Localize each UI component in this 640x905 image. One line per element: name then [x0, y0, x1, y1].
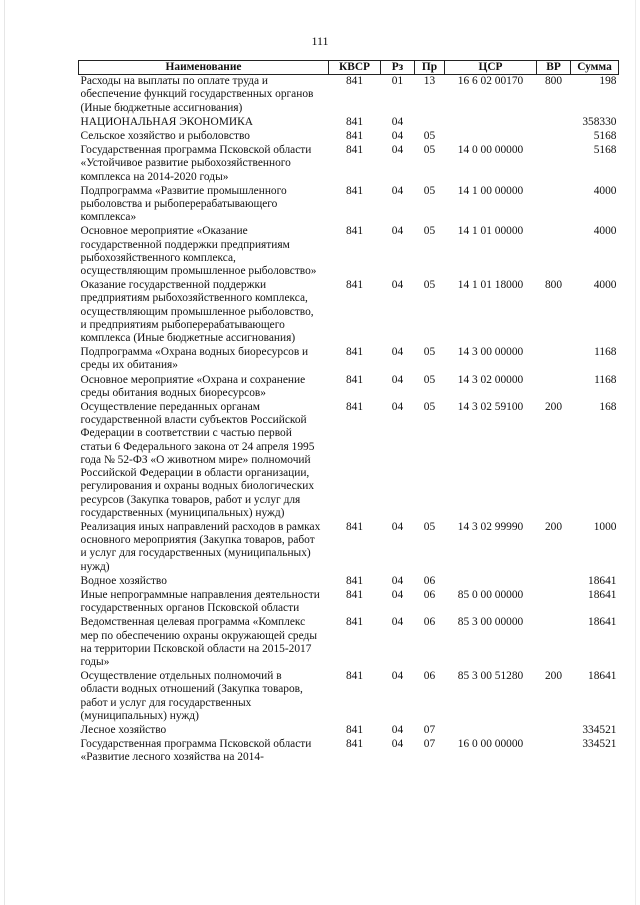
table-row [79, 75, 619, 116]
table-row [79, 144, 619, 185]
cell-sum: 1168 [594, 346, 617, 359]
cell-sum: 1000 [593, 520, 617, 533]
cell-kvsr: 841 [345, 225, 364, 238]
cell-name: Лесное хозяйство [80, 723, 167, 736]
cell-kvsr: 841 [345, 144, 364, 157]
cell-rz: 04 [391, 373, 404, 386]
cell-pr [415, 116, 445, 130]
cell-kvsr: 841 [345, 373, 364, 386]
cell-sum: 4000 [593, 279, 617, 292]
cell-kvsr: 841 [345, 401, 364, 414]
cell-rz: 04 [391, 225, 404, 238]
cell-csr: 14 1 01 18000 [457, 279, 524, 292]
table-row [79, 616, 619, 670]
cell-kvsr: 841 [345, 184, 364, 197]
table-row [79, 401, 619, 521]
cell-rz: 04 [391, 184, 404, 197]
table-row [79, 130, 619, 144]
cell-name: Государственная программа Псковской области «Устойчивое развитие рыбохозяйственного комплекса на 2014-2020 годы» [80, 144, 312, 183]
page-number: 111 [311, 34, 329, 48]
table-row [79, 521, 619, 575]
scan-edge-right [635, 0, 636, 905]
cell-sum: 18641 [588, 574, 617, 587]
cell-kvsr: 841 [345, 588, 364, 601]
table-row [79, 374, 619, 401]
cell-vr [537, 225, 571, 279]
cell-sum: 198 [599, 75, 617, 88]
cell-name: Оказание государственной поддержки предприятиям рыбохозяйственного комплекса, осуществляющим промышленное рыболовство, и предприятиям рыбоперерабатывающего комплекса (Иные бюджетные ассигнования) [80, 279, 314, 345]
cell-name: Осуществление отдельных полномочий в области водных отношений (Закупка товаров, работ и услуг для государственных (муниципальных) нужд) [80, 670, 303, 722]
cell-pr: 05 [423, 225, 436, 238]
cell-sum: 4000 [593, 184, 617, 197]
cell-vr: 200 [544, 670, 563, 683]
cell-sum: 168 [599, 401, 617, 414]
table-row [79, 185, 619, 226]
cell-vr [537, 738, 571, 765]
cell-name: Реализация иных направлений расходов в рамках основного мероприятия (Закупка товаров, работ и услуг для государственных (муниципальных) нужд) [80, 520, 321, 573]
cell-pr: 05 [423, 401, 436, 414]
cell-vr: 800 [544, 279, 563, 292]
budget-table [78, 60, 619, 766]
cell-name: Сельское хозяйство и рыболовство [80, 130, 250, 143]
cell-kvsr: 841 [345, 520, 364, 533]
cell-pr: 07 [423, 723, 436, 736]
cell-vr [537, 589, 571, 616]
cell-vr: 200 [544, 520, 563, 533]
cell-pr: 05 [423, 184, 436, 197]
cell-pr: 06 [423, 574, 436, 587]
cell-rz: 04 [391, 616, 404, 629]
table-row [79, 346, 619, 373]
cell-pr: 05 [423, 130, 436, 143]
cell-rz: 04 [391, 130, 404, 143]
cell-rz: 01 [391, 75, 404, 88]
table-row [79, 670, 619, 724]
cell-pr: 13 [423, 75, 436, 88]
cell-csr: 14 1 01 00000 [457, 225, 524, 238]
cell-name: НАЦИОНАЛЬНАЯ ЭКОНОМИКА [80, 115, 253, 128]
cell-name: Осуществление переданных органам государственной власти субъектов Российской Федерации в соответствии с частью первой статьи 6 Федерального закона от 24 апреля 1995 года № 52-ФЗ «О животном мире» полномочий Российской Федерации в области организации, регулирования и охраны водных биологических ресурсов (Закупка товаров, работ и услуг для государственных (муниципальных) нужд) [80, 401, 315, 519]
cell-kvsr: 841 [345, 723, 364, 736]
header-vr: ВР [537, 61, 571, 75]
cell-pr: 07 [423, 738, 436, 751]
cell-vr [537, 130, 571, 144]
cell-sum: 18641 [588, 670, 617, 683]
cell-rz: 04 [391, 670, 404, 683]
table-row [79, 225, 619, 279]
cell-kvsr: 841 [345, 616, 364, 629]
cell-vr [537, 346, 571, 373]
cell-pr: 06 [423, 670, 436, 683]
cell-rz: 04 [391, 115, 404, 128]
cell-csr: 85 3 00 51280 [457, 670, 524, 683]
cell-csr: 14 3 02 59100 [457, 401, 524, 414]
cell-rz: 04 [391, 723, 404, 736]
header-csr: ЦСР [445, 61, 537, 75]
header-sum: Сумма [571, 61, 619, 75]
cell-sum: 18641 [588, 616, 617, 629]
cell-pr: 06 [423, 616, 436, 629]
scan-edge-left [4, 0, 5, 905]
cell-vr [537, 116, 571, 130]
cell-rz: 04 [391, 144, 404, 157]
cell-rz: 04 [391, 279, 404, 292]
cell-csr [445, 575, 537, 589]
cell-name: Иные непрограммные направления деятельности государственных органов Псковской области [80, 588, 320, 615]
cell-rz: 04 [391, 738, 404, 751]
cell-vr [537, 144, 571, 185]
cell-csr: 85 0 00 00000 [457, 588, 524, 601]
table-row [79, 575, 619, 589]
cell-rz: 04 [391, 588, 404, 601]
cell-sum: 334521 [582, 723, 617, 736]
cell-vr [537, 724, 571, 738]
cell-csr [445, 116, 537, 130]
cell-kvsr: 841 [345, 738, 364, 751]
header-kvsr: КВСР [329, 61, 381, 75]
cell-name: Основное мероприятие «Охрана и сохранение среды обитания водных биоресурсов» [80, 373, 306, 399]
cell-csr [445, 130, 537, 144]
cell-rz: 04 [391, 574, 404, 587]
cell-csr: 16 0 00 00000 [457, 738, 524, 751]
cell-sum: 5168 [593, 144, 617, 157]
cell-name: Ведомственная целевая программа «Комплекс мер по обеспечению охраны окружающей среды на территории Псковской области на 2015-2017 годы» [80, 616, 317, 668]
cell-sum: 358330 [582, 115, 617, 128]
cell-csr: 14 3 00 00000 [457, 346, 524, 359]
cell-kvsr: 841 [345, 75, 364, 88]
cell-sum: 18641 [588, 588, 617, 601]
cell-pr: 05 [423, 373, 436, 386]
header-rz: Рз [381, 61, 415, 75]
cell-name: Подпрограмма «Развитие промышленного рыболовства и рыбоперерабатывающего комплекса» [80, 184, 287, 224]
cell-vr: 200 [544, 401, 563, 414]
cell-sum: 4000 [593, 225, 617, 238]
table-row [79, 589, 619, 616]
cell-pr: 05 [423, 520, 436, 533]
cell-pr: 06 [423, 588, 436, 601]
cell-csr: 85 3 00 00000 [457, 616, 524, 629]
cell-name: Водное хозяйство [80, 574, 167, 587]
header-pr: Пр [415, 61, 445, 75]
cell-sum: 334521 [582, 738, 617, 751]
cell-kvsr: 841 [345, 574, 364, 587]
cell-csr: 14 3 02 00000 [457, 373, 524, 386]
cell-rz: 04 [391, 346, 404, 359]
cell-csr: 16 6 02 00170 [457, 75, 524, 88]
cell-pr: 05 [423, 279, 436, 292]
cell-kvsr: 841 [345, 279, 364, 292]
cell-vr [537, 616, 571, 670]
cell-csr: 14 1 00 00000 [457, 184, 524, 197]
cell-name: Государственная программа Псковской области «Развитие лесного хозяйства на 2014- [80, 738, 312, 764]
cell-sum: 1168 [594, 373, 617, 386]
cell-vr: 800 [544, 75, 563, 88]
cell-name: Расходы на выплаты по оплате труда и обеспечение функций государственных органов (Иные бюджетные ассигнования) [80, 75, 314, 114]
table-row [79, 724, 619, 738]
cell-vr [537, 185, 571, 226]
cell-kvsr: 841 [345, 670, 364, 683]
cell-vr [537, 575, 571, 589]
table-row [79, 116, 619, 130]
cell-csr [445, 724, 537, 738]
cell-kvsr: 841 [345, 346, 364, 359]
header-name: Наименование [79, 61, 329, 75]
cell-pr: 05 [423, 144, 436, 157]
cell-kvsr: 841 [345, 130, 364, 143]
table-row [79, 279, 619, 346]
cell-name: Подпрограмма «Охрана водных биоресурсов и среды их обитания» [80, 346, 309, 372]
cell-csr: 14 0 00 00000 [457, 144, 524, 157]
cell-kvsr: 841 [345, 115, 364, 128]
cell-name: Основное мероприятие «Оказание государственной поддержки предприятиям рыбохозяйственного комплекса, осуществляющим промышленное рыболовство» [80, 225, 317, 278]
cell-rz: 04 [391, 401, 404, 414]
cell-csr: 14 3 02 99990 [457, 520, 524, 533]
cell-vr [537, 374, 571, 401]
cell-sum: 5168 [593, 130, 617, 143]
table-row [79, 738, 619, 765]
cell-pr: 05 [423, 346, 436, 359]
table-header-row [79, 61, 619, 75]
cell-rz: 04 [391, 520, 404, 533]
